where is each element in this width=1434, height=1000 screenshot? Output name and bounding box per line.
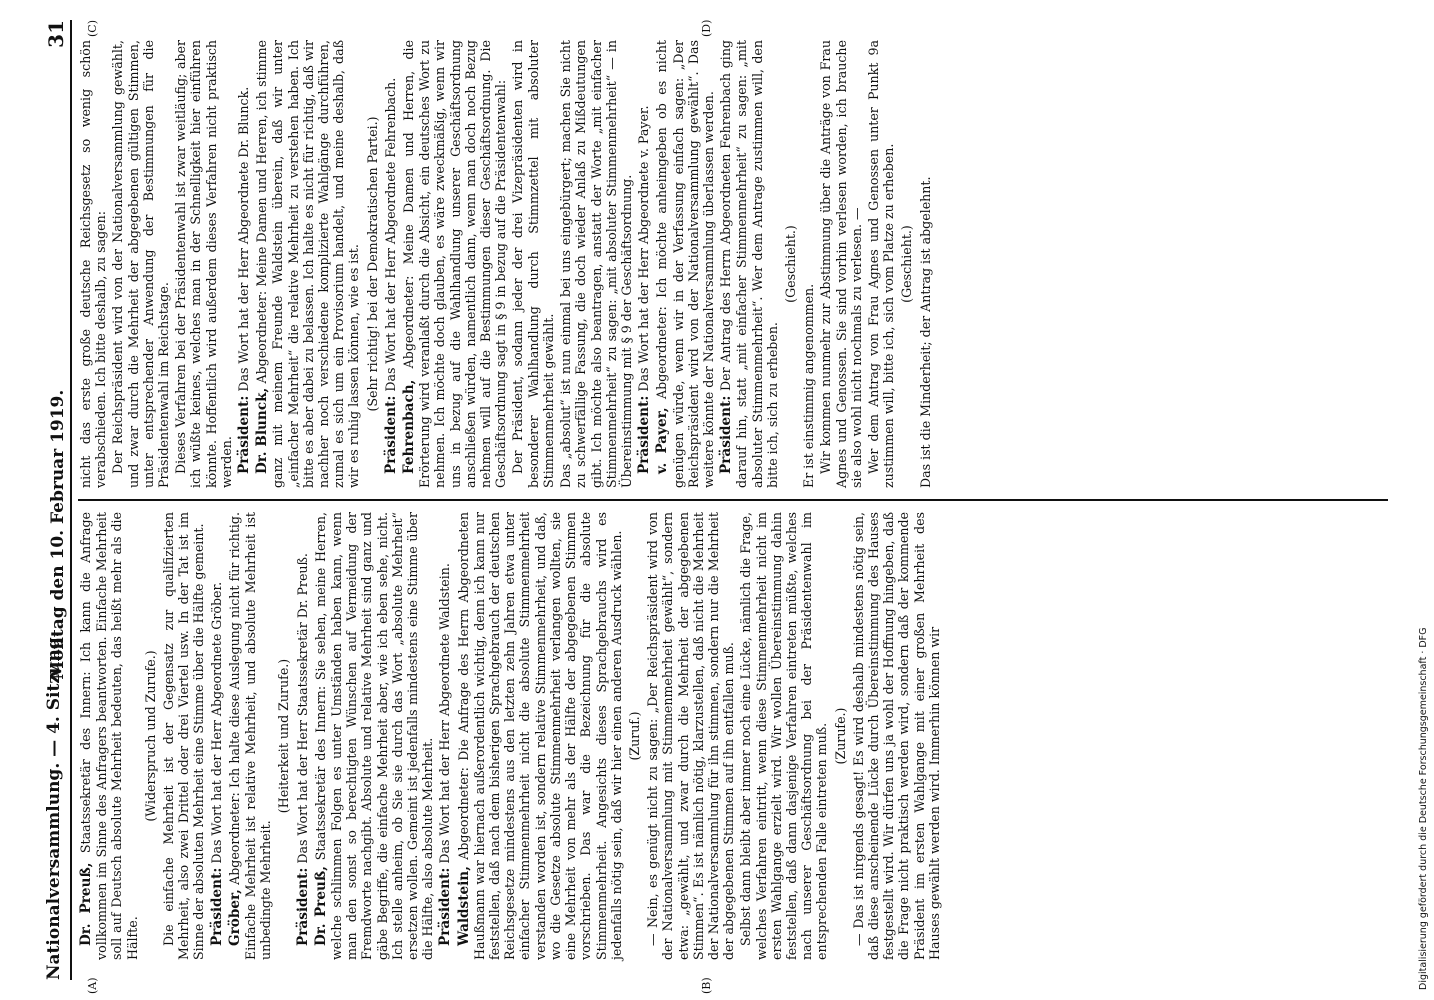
paragraph xyxy=(636,40,652,488)
paragraph-text: Abgeordneter: Ich halte diese Auslegung nicht für richtig. Einfache Mehrheit ist relative Mehrheit, und absolute Mehrheit ist unbedingte Mehrheit. xyxy=(226,512,274,960)
paragraph xyxy=(437,512,453,960)
paragraph-text: Das Wort hat der Herr Abgeordnete Fehrenbach. xyxy=(382,77,398,396)
paragraph-text: Der Antrag des Herrn Abgeordneten Fehrenbach ging darauf hin, statt „mit einfacher Stimmenmehrheit“ zu sagen: „mit absoluter Stimmenmehrheit“. Wer dem Antrage zustimmen will, den bitte ich, sich zu erheben. xyxy=(718,40,780,488)
header-date: Montag den 10. Februar 1919. xyxy=(48,389,68,680)
speaker-name: Präsident: xyxy=(208,867,225,946)
paragraph-text: Wir kommen nunmehr zur Abstimmung über die Anträge von Frau Agnes und Genossen. Sie sind vorhin verlesen worden, ich brauche sie also wohl nicht nochmals zu verlesen. — xyxy=(818,40,864,488)
paragraph-text: Das „absolut“ ist nun einmal bei uns eingebürgert; machen Sie nicht zu schwerfällige Fassung, die doch wieder Anlaß zu Mißdeutungen gibt. Ich möchte also beantragen, anstatt der Worte „mit einfacher Stimmenmehrheit“ zu sagen: „mit absoluter Stimmenmehrheit“ — in Übereinstimmung mit § 9 der Geschäftsordnung. xyxy=(558,40,634,488)
paragraph-text: Das Wort hat der Herr Abgeordnete v. Payer. xyxy=(636,105,652,396)
margin-letter-b: (B) xyxy=(700,977,713,994)
paragraph xyxy=(227,512,274,960)
speaker-name: Präsident: xyxy=(236,395,253,474)
speaker-name: Fehrenbach, xyxy=(401,379,418,474)
paragraph xyxy=(295,512,311,960)
paragraph xyxy=(313,512,436,960)
paragraph-text: Das Wort hat der Herr Abgeordnete Dr. Blunck. xyxy=(236,86,252,396)
speaker-name: Gröber, xyxy=(226,889,243,946)
paragraph xyxy=(209,512,225,960)
speaker-name: Waldstein, xyxy=(455,866,472,946)
interjection: (Widerspruch und Zurufe.) xyxy=(142,650,158,822)
paragraph-text: nicht das erste große deutsche Reichsgesetz so wenig schön verabschieden. Ich bitte deshalb, zu sagen: xyxy=(78,40,109,488)
paragraph-text: Abgeordneter: Ich möchte anheimgeben ob es nicht genügen würde, wenn wir in der Verfassung einfach sagen: „Der Reichspräsident wird von der Nationalversammlung gewählt“. Das weitere könnte der Nationalversammlung überlassen werden. xyxy=(654,40,716,488)
paragraph-text: Das ist die Minderheit; der Antrag ist abgelehnt. xyxy=(917,176,933,488)
interjection: (Sehr richtig! bei der Demokratischen Partei.) xyxy=(364,116,380,412)
interjection: (Geschieht.) xyxy=(899,225,915,303)
interjection: (Geschieht.) xyxy=(782,225,798,303)
paragraph-text: Das Wort hat der Herr Abgeordnete Waldstein. xyxy=(437,563,453,868)
paragraph-text: Das Wort hat der Herr Abgeordnete Gröber. xyxy=(208,581,224,868)
speaker-name: v. Payer, xyxy=(654,407,671,474)
paragraph xyxy=(718,40,780,488)
paragraph xyxy=(110,40,171,488)
paragraph xyxy=(510,40,556,488)
paragraph xyxy=(801,40,816,488)
paragraph xyxy=(654,40,716,488)
speaker-name: Präsident: xyxy=(636,395,653,474)
right-column xyxy=(78,40,935,488)
paragraph xyxy=(851,512,942,960)
paragraph xyxy=(383,40,399,488)
paragraph xyxy=(78,512,140,960)
paragraph xyxy=(456,512,624,960)
header-title: Nationalversammlung. — 4. Sitzung. xyxy=(44,631,64,980)
paragraph-text: Die einfache Mehrheit ist der Gegensatz zur qualifizierten Mehrheit, also zwei Drittel oder drei Viertel usw. In der Tat ist im Sinne der absoluten Mehrheit eine Stimme über die Hälfte gemeint. xyxy=(161,512,207,960)
paragraph xyxy=(254,40,361,488)
speaker-name: Präsident: xyxy=(718,395,735,474)
paragraph xyxy=(173,40,234,488)
speaker-name: Dr. Preuß, xyxy=(312,866,329,946)
speaker-name: Dr. Blunck, xyxy=(254,387,271,474)
header-rule xyxy=(70,20,72,980)
paragraph-text: Selbst dann bleibt aber immer noch eine Lücke, nämlich die Frage, welches Verfahren eintritt, wenn diese Stimmenmehrheit nicht im ersten Wahlgange erzielt wird. Wir wollen Übereinstimmung dahin feststellen, daß dann dasjenige Verfahren eintreten müßte, welches nach unserer Geschäftsordnung bei der Präsidentenwahl im entsprechenden Falle eintreten muß. xyxy=(738,512,830,960)
paragraph xyxy=(918,40,933,488)
speaker-name: Präsident: xyxy=(437,867,454,946)
interjection: (Zuruf.) xyxy=(626,711,642,761)
paragraph xyxy=(558,40,634,488)
speaker-name: Dr. Preuß, xyxy=(78,862,94,946)
paragraph-text: Wer dem Antrag von Frau Agnes und Genossen unter Punkt 9a zustimmen will, bitte ich, sich vom Platze zu erheben. xyxy=(865,40,897,488)
paragraph xyxy=(236,40,252,488)
digitization-note xyxy=(1418,10,1432,990)
paragraph-text: Er ist einstimmig angenommen. xyxy=(801,283,817,488)
paragraph-text: Abgeordneter: Meine Damen und Herren, ich stimme ganz mit meinem Freunde Waldstein überein, daß wir unter „einfacher Mehrheit“ die relative Mehrheit zu verstehen haben. Ich bitte es aber dabei zu belassen. Ich halte es nicht für richtig, daß wir nachher noch verschiedene komplizierte Wahlgänge durchführen, zumal es sich um ein Provisorium handelt, und meine deshalb, daß wir es ruhig lassen können, wie es ist. xyxy=(254,40,362,488)
page-header xyxy=(40,20,70,980)
margin-letter-d: (D) xyxy=(700,19,713,37)
left-column xyxy=(78,512,944,960)
speaker-name: Präsident: xyxy=(294,867,311,946)
column-divider xyxy=(78,499,1388,501)
paragraph-text: Abgeordneter: Meine Damen und Herren, die Erörterung wird veranlaßt durch die Absicht, ein deutsches Wort zu nehmen. Ich möchte doch glauben, es wäre zweckmäßig, wenn wir uns in bezug auf die Wahlhandlung unserer Geschäftsordnung anschließen würden, namentlich dann, wenn man doch noch Bezug nehmen will auf die Bestimmungen dieser Geschäftsordnung. Die Geschäftsordnung sagt in § 9 in bezug auf die Präsidentenwahl: xyxy=(401,40,509,488)
paragraph xyxy=(645,512,736,960)
paragraph xyxy=(161,512,207,960)
margin-letter-c: (C) xyxy=(86,20,99,37)
paragraph xyxy=(78,40,108,488)
paragraph-text: Der Reichspräsident wird von der Nationalversammlung gewählt, und zwar durch die Mehrheit der abgegebenen gültigen Stimmen, unter entsprechender Anwendung der Bestimmungen für die Präsidentenwahl im Reichstage. xyxy=(110,40,172,488)
margin-letter-a: (A) xyxy=(86,977,99,994)
paragraph-text: Das Wort hat der Herr Staatssekretär Dr. Preuß. xyxy=(294,553,310,868)
paragraph xyxy=(738,512,829,960)
paragraph xyxy=(818,40,864,488)
paragraph-text: Dieses Verfahren bei der Präsidentenwahl ist zwar weitläufig; aber ich wüßte keines, welches man in der Schnelligkeit hier einführen könnte. Hoffentlich wird außerdem dieses Verfahren nicht praktisch werden. xyxy=(173,40,234,488)
digitization-text: Digitalisierung gefördert durch die Deutsche Forschungsgemeinschaft · DFG xyxy=(1418,627,1429,990)
paragraph-text: Der Präsident, sodann jeder der drei Vizepräsidenten wird in besonderer Wahlhandlung durch Stimmzettel mit absoluter Stimmenmehrheit gewählt. xyxy=(510,40,556,488)
interjection: (Heiterkeit und Zurufe.) xyxy=(276,658,292,814)
paragraph xyxy=(401,40,508,488)
paragraph-text: — Nein, es genügt nicht zu sagen: „Der Reichspräsident wird von der Nationalversammlung mit Stimmenmehrheit gewählt“, sondern etwa: „gewählt, und zwar durch die Mehrheit der abgegebenen Stimmen“. Es ist nämlich nötig, klarzustellen, daß nicht die Mehrheit der Nationalversammlung für ihn stimmen, sondern nur die Mehrheit der abgegebenen Stimmen auf ihn entfallen muß. xyxy=(645,512,737,960)
paragraph-text: Staatssekretär des Innern: Sie sehen, meine Herren, welche schlimmen Folgen es unter Umständen haben kann, wenn man den sonst so berechtigten Wünschen auf Vermeidung der Fremdworte nachgibt. Absolute und relative Mehrheit sind ganz und gäbe Begriffe, die einfache Mehrheit aber, wie ich eben sehe, nicht. Ich stelle anheim, ob Sie sie durch das Wort „absolute Mehrheit“ ersetzen wollen. Gemeint ist jedenfalls mindestens eine Stimme über die Hälfte, also absolute Mehrheit. xyxy=(312,512,436,960)
page-number: 31 xyxy=(44,20,68,48)
paragraph-text: Staatssekretär des Innern: Ich kann die Anfrage vollkommen im Sinne des Anfragers beantworten. Einfache Mehrheit soll auf Deutsch absolute Mehrheit bedeuten, das heißt mehr als die Hälfte. xyxy=(78,512,140,960)
paragraph xyxy=(866,40,896,488)
paragraph-text: Abgeordneter: Die Anfrage des Herrn Abgeordneten Haußmann war hiernach außerordentlich wichtig, denn ich kann nur feststellen, daß nach dem bisherigen Sprachgebrauch der deutschen Reichsgesetze mindestens aus den letzten zehn Jahren etwa unter einfacher Stimmenmehrheit nicht die absolute Stimmenmehrheit verstanden worden ist, sondern relative Stimmenmehrheit, und daß, wo die Gesetze absolute Stimmenmehrheit verlangen wollten, sie eine Mehrheit von mehr als der Hälfte der abgegebenen Stimmen vorschrieben. Das war die Bezeichnung für die absolute Stimmenmehrheit. Angesichts dieses Sprachgebrauchs wird es jedenfalls nötig sein, daß wir hier einen anderen Ausdruck wählen. xyxy=(455,512,624,960)
speaker-name: Präsident: xyxy=(382,395,399,474)
header-date-and-page xyxy=(44,20,68,680)
paragraph-text: — Das ist nirgends gesagt! Es wird deshalb mindestens nötig sein, daß diese anscheinende Lücke durch Übereinstimmung des Hauses festgestellt wird. Wir dürfen uns ja wohl der Hoffnung hingeben, daß die Frage nicht praktisch werden wird, sondern daß der kommende Präsident im ersten Wahlgange mit einer großen Mehrheit des Hauses gewählt werden wird. Immerhin können wir xyxy=(850,512,942,960)
interjection: (Zurufe.) xyxy=(832,707,848,765)
